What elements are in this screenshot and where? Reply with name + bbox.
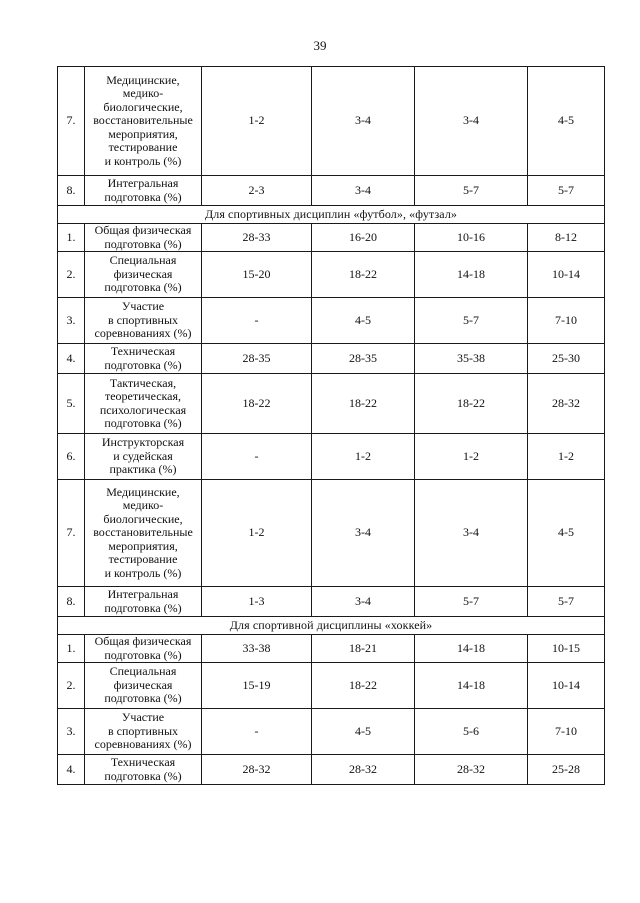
table-row — [58, 663, 605, 709]
row-number: 3. — [58, 709, 85, 755]
value-cell: 1-2 — [415, 434, 528, 480]
section-header-row — [58, 617, 605, 635]
value-cell: 18-22 — [312, 374, 415, 434]
table-row — [58, 298, 605, 344]
row-label: Специальная физическая подготовка (%) — [85, 252, 202, 298]
value-cell: 18-22 — [202, 374, 312, 434]
value-cell: 28-32 — [415, 755, 528, 785]
row-label: Медицинские, медико- биологические, восстановительные мероприятия, тестирование и контроль (%) — [85, 480, 202, 587]
value-cell: 28-32 — [202, 755, 312, 785]
value-cell: 7-10 — [528, 298, 605, 344]
value-cell: 10-16 — [415, 224, 528, 252]
row-number: 7. — [58, 480, 85, 587]
table-row — [58, 67, 605, 176]
row-label: Инструкторская и судейская практика (%) — [85, 434, 202, 480]
value-cell: 28-35 — [202, 344, 312, 374]
row-number: 4. — [58, 344, 85, 374]
row-label: Участие в спортивных соревнованиях (%) — [85, 709, 202, 755]
row-number: 7. — [58, 67, 85, 176]
row-label: Тактическая, теоретическая, психологическая подготовка (%) — [85, 374, 202, 434]
table-row — [58, 709, 605, 755]
row-label: Техническая подготовка (%) — [85, 755, 202, 785]
value-cell: 10-14 — [528, 252, 605, 298]
table-row — [58, 635, 605, 663]
value-cell: 28-33 — [202, 224, 312, 252]
value-cell: 3-4 — [312, 480, 415, 587]
value-cell: 5-7 — [528, 587, 605, 617]
value-cell: 5-7 — [415, 176, 528, 206]
table-row — [58, 480, 605, 587]
value-cell: 10-14 — [528, 663, 605, 709]
value-cell: 10-15 — [528, 635, 605, 663]
value-cell: 3-4 — [312, 67, 415, 176]
section-title: Для спортивных дисциплин «футбол», «футзал» — [58, 206, 605, 224]
value-cell: - — [202, 709, 312, 755]
value-cell: 18-22 — [415, 374, 528, 434]
value-cell: 15-19 — [202, 663, 312, 709]
value-cell: 35-38 — [415, 344, 528, 374]
row-number: 5. — [58, 374, 85, 434]
section-header-row — [58, 206, 605, 224]
value-cell: 15-20 — [202, 252, 312, 298]
value-cell: 3-4 — [312, 587, 415, 617]
training-distribution-table — [57, 66, 605, 785]
table-row — [58, 224, 605, 252]
value-cell: 1-2 — [312, 434, 415, 480]
row-label: Интегральная подготовка (%) — [85, 587, 202, 617]
table-row — [58, 587, 605, 617]
row-label: Специальная физическая подготовка (%) — [85, 663, 202, 709]
value-cell: 2-3 — [202, 176, 312, 206]
value-cell: 16-20 — [312, 224, 415, 252]
row-number: 2. — [58, 663, 85, 709]
value-cell: 14-18 — [415, 252, 528, 298]
value-cell: 28-32 — [312, 755, 415, 785]
value-cell: 1-3 — [202, 587, 312, 617]
value-cell: - — [202, 298, 312, 344]
value-cell: 25-28 — [528, 755, 605, 785]
page-number: 39 — [313, 38, 327, 53]
value-cell: 4-5 — [312, 298, 415, 344]
value-cell: 4-5 — [528, 480, 605, 587]
section-title: Для спортивной дисциплины «хоккей» — [58, 617, 605, 635]
value-cell: 18-21 — [312, 635, 415, 663]
value-cell: - — [202, 434, 312, 480]
value-cell: 14-18 — [415, 663, 528, 709]
row-number: 2. — [58, 252, 85, 298]
value-cell: 3-4 — [415, 480, 528, 587]
row-number: 3. — [58, 298, 85, 344]
table-row — [58, 252, 605, 298]
value-cell: 3-4 — [415, 67, 528, 176]
value-cell: 14-18 — [415, 635, 528, 663]
table-row — [58, 344, 605, 374]
value-cell: 28-35 — [312, 344, 415, 374]
row-number: 1. — [58, 635, 85, 663]
value-cell: 1-2 — [202, 67, 312, 176]
value-cell: 5-7 — [415, 587, 528, 617]
value-cell: 25-30 — [528, 344, 605, 374]
value-cell: 8-12 — [528, 224, 605, 252]
row-label: Интегральная подготовка (%) — [85, 176, 202, 206]
table-row — [58, 374, 605, 434]
row-label: Общая физическая подготовка (%) — [85, 635, 202, 663]
value-cell: 18-22 — [312, 252, 415, 298]
value-cell: 33-38 — [202, 635, 312, 663]
row-number: 8. — [58, 587, 85, 617]
row-label: Техническая подготовка (%) — [85, 344, 202, 374]
value-cell: 18-22 — [312, 663, 415, 709]
row-label: Медицинские, медико- биологические, восстановительные мероприятия, тестирование и контроль (%) — [85, 67, 202, 176]
value-cell: 3-4 — [312, 176, 415, 206]
row-label: Общая физическая подготовка (%) — [85, 224, 202, 252]
value-cell: 1-2 — [528, 434, 605, 480]
row-label: Участие в спортивных соревнованиях (%) — [85, 298, 202, 344]
row-number: 1. — [58, 224, 85, 252]
row-number: 6. — [58, 434, 85, 480]
table-row — [58, 755, 605, 785]
row-number: 8. — [58, 176, 85, 206]
value-cell: 4-5 — [312, 709, 415, 755]
value-cell: 7-10 — [528, 709, 605, 755]
value-cell: 5-6 — [415, 709, 528, 755]
value-cell: 4-5 — [528, 67, 605, 176]
table-row — [58, 434, 605, 480]
table-row — [58, 176, 605, 206]
row-number: 4. — [58, 755, 85, 785]
value-cell: 1-2 — [202, 480, 312, 587]
value-cell: 28-32 — [528, 374, 605, 434]
value-cell: 5-7 — [528, 176, 605, 206]
value-cell: 5-7 — [415, 298, 528, 344]
